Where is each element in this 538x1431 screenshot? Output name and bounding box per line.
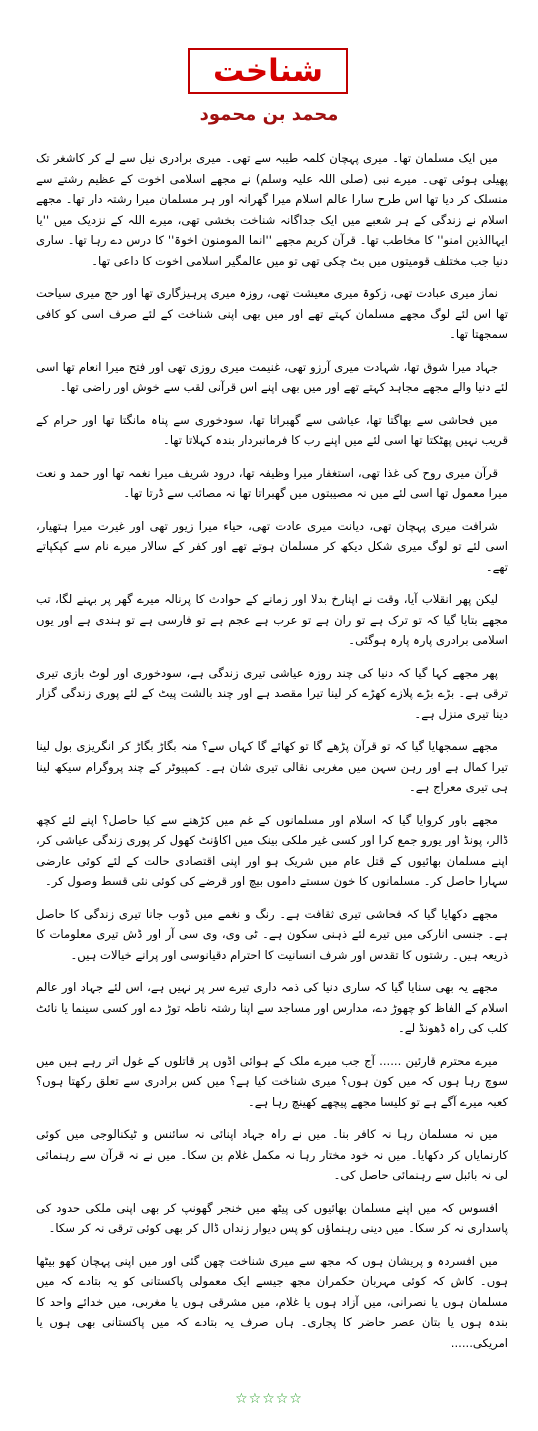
- paragraph: میں افسردہ و پریشان ہوں کہ مجھ سے میری شناخت چھن گئی اور میں اپنی پہچان کھو بیٹھا ہوں۔ کاش کہ کوئی مہربان حکمران مجھ جیسے ایک معمولی پاکستانی کو یہ بتادے کہ میں مسلمان ہوں یا نصرانی، میں آزاد ہوں یا غلام، میں مشرقی ہوں یا مغربی، میں خدائے واحد کا بندہ ہوں یا بتان عصر حاضر کا پجاری۔ ہاں صرف یہ بتادے کہ میں پاکستانی بھی ہوں یا امریکی......: [36, 1253, 508, 1350]
- footer-stars-icon: ☆☆☆☆☆: [235, 1391, 303, 1407]
- paragraph: جہاد میرا شوق تھا، شہادت میری آرزو تھی، غنیمت میری روزی تھی اور فتح میرا انعام تھا اسی لئے دنیا والے مجھے مجاہد کہتے تھے اور میں بھی اپنے اس قرآنی لقب سے خوش اور راضی تھا۔: [36, 359, 508, 394]
- article-body: [36, 148, 508, 1388]
- title-frame: [188, 48, 348, 94]
- paragraph: لیکن پھر انقلاب آیا، وقت نے اپنارخ بدلا اور زمانے کے حوادث کا پرنالہ میرے گھر پر بہنے لگا، تب مجھے بتایا گیا کہ تو ترک ہے تو ران ہے تو عرب ہے عجم ہے تو فارسی ہے تو ہندی ہے اور یوں اسلامی برادری پارہ پارہ ہوگئی۔: [36, 592, 508, 647]
- article-title: شناخت: [213, 52, 323, 89]
- paragraph: میں ایک مسلمان تھا۔ میری پہچان کلمہ طیبہ سے تھی۔ میری برادری نیل سے لے کر کاشغر تک پھیلی ہوئی تھی۔ میرے نبی (صلی اللہ علیہ وسلم) نے مجھے اسلامی اخوت کے عظیم رشتے سے منسلک کر دیا تھا اس طرح سارا عالم اسلام میرا گھرانہ اور ہر مسلمان میرا رشتہ دار تھا۔ مجھے اسلام نے زندگی کے ہر شعبے میں ایک جداگانہ شناخت بخشی تھی، میرے اللہ کے نزدیک میں ''یا ایہاالذین امنو'' کا مخاطب تھا۔ قرآن کریم مجھے ''انما المومنون اخوۃ'' کا درس دے رہا تھا۔ ساری دنیا جب مختلف قومیتوں میں بٹ چکی تھی تو میں عالمگیر اسلامی اخوت کا داعی تھا۔: [36, 151, 508, 268]
- paragraph: مجھے دکھایا گیا کہ فحاشی تیری ثقافت ہے۔ رنگ و نغمے میں ڈوب جانا تیری زندگی کا حاصل ہے۔ جنسی انارکی میں تیرے لئے ذہنی سکون ہے۔ ٹی وی، وی سی آر اور ڈش تیری معلومات کا ذریعہ ہیں۔ رشتوں کا تقدس اور شرف انسانیت کا احترام دقیانوسی اور پرانے خیالات ہیں۔: [36, 906, 508, 962]
- paragraph: میرے محترم قارئین ...... آج جب میرے ملک کے ہوائی اڈوں پر قاتلوں کے غول اتر رہے ہیں میں سوچ رہا ہوں کہ میں کون ہوں؟ میری شناخت کیا ہے؟ میں کس برادری سے تعلق رکھتا ہوں؟ کعبہ میرے آگے ہے تو کلیسا مجھے پیچھے کھینچ رہا ہے۔: [36, 1053, 508, 1109]
- paragraph: پھر مجھے کہا گیا کہ دنیا کی چند روزہ عیاشی تیری زندگی ہے، سودخوری اور لوٹ بازی تیری ترقی ہے۔ بڑے بڑے پلازے کھڑے کر لینا تیرا مقصد ہے اور چند بالشت پیٹ کے لئے پوری زندگی گزار دینا تیری منزل ہے۔: [36, 665, 508, 721]
- paragraph: شرافت میری پہچان تھی، دیانت میری عادت تھی، حیاء میرا زیور تھی اور غیرت میرا ہتھیار، اسی لئے تو لوگ میری شکل دیکھ کر مسلمان ہوتے تھے اور کفر کے سالار میرے نام سے کپکپاتے تھے۔: [36, 518, 508, 574]
- paragraph: مجھے باور کروایا گیا کہ اسلام اور مسلمانوں کے غم میں کڑھنے سے کیا حاصل؟ اپنے لئے کچھ ڈالر، پونڈ اور یورو جمع کرا اور کسی غیر ملکی بینک میں اکاؤنٹ کھول کر پوری زندگی عیاشی کر، اپنے مسلمان بھائیوں کے قتل عام میں شریک ہو اور اپنی اقتصادی حالت کے لئے کوئی عارضی سہارا حاصل کر۔ مسلمانوں کا خون سستے داموں بیچ اور قرضے کی کوئی نئی قسط وصول کر۔: [36, 812, 508, 888]
- paragraph: قرآن میری روح کی غذا تھی، استغفار میرا وظیفہ تھا، درود شریف میرا نغمہ تھا اور حمد و نعت میرا معمول تھا اسی لئے میں نہ مصیبتوں میں گھبراتا تھا نہ مصائب سے ڈرتا تھا۔: [36, 465, 508, 500]
- paragraph: میں فحاشی سے بھاگتا تھا، عیاشی سے گھبراتا تھا، سودخوری سے پناہ مانگتا تھا اور حرام کے قریب نہیں پھٹکتا تھا اسی لئے میں اپنے رب کا فرمانبردار بندہ کہلاتا تھا۔: [36, 412, 508, 447]
- paragraph: میں نہ مسلمان رہا نہ کافر بنا۔ میں نے راہ جہاد اپنائی نہ سائنس و ٹیکنالوجی میں کوئی کارنمایاں کر دکھایا۔ میں نہ خود مختار رہا نہ مکمل غلام بن سکا۔ میں نے نہ قرآن سے رہنمائی لی نہ بائبل سے رہنمائی حاصل کی۔: [36, 1127, 508, 1182]
- author-name: محمد بن محمود: [199, 104, 339, 125]
- paragraph: مجھے یہ بھی سنایا گیا کہ ساری دنیا کی ذمہ داری تیرے سر پر نہیں ہے، اس لئے جہاد اور عالم اسلام کے الفاظ کو چھوڑ دے، مدارس اور مساجد سے اپنا رشتہ ناطہ توڑ دے اور کسی سینما یا نائٹ کلب کی راہ ڈھونڈ لے۔: [36, 980, 508, 1035]
- paragraph: افسوس کہ میں اپنے مسلمان بھائیوں کی پیٹھ میں خنجر گھونپ کر بھی اپنی ملکی حدود کی پاسداری نہ کر سکا۔ میں دینی رہنماؤں کو پس دیوار زنداں ڈال کر بھی کوئی ترقی نہ کر سکا۔: [36, 1200, 508, 1235]
- paragraph: مجھے سمجھایا گیا کہ تو قرآن پڑھے گا تو کھائے گا کہاں سے؟ منہ بگاڑ بگاڑ کر انگریزی بول لینا تیرا کمال ہے اور رہن سہن میں مغربی نقالی تیری شان ہے۔ کمپیوٹر کے چند پروگرام سیکھ لینا ہی تیری معراج ہے۔: [36, 739, 508, 794]
- paragraph: نماز میری عبادت تھی، زکوۃ میری معیشت تھی، روزہ میری پرہیزگاری تھا اور حج میری سیاحت تھا اس لئے لوگ مجھے مسلمان کہتے تھے اور میں بھی اپنی شناخت کے لئے صرف اسی کو کافی سمجھتا تھا۔: [36, 286, 508, 341]
